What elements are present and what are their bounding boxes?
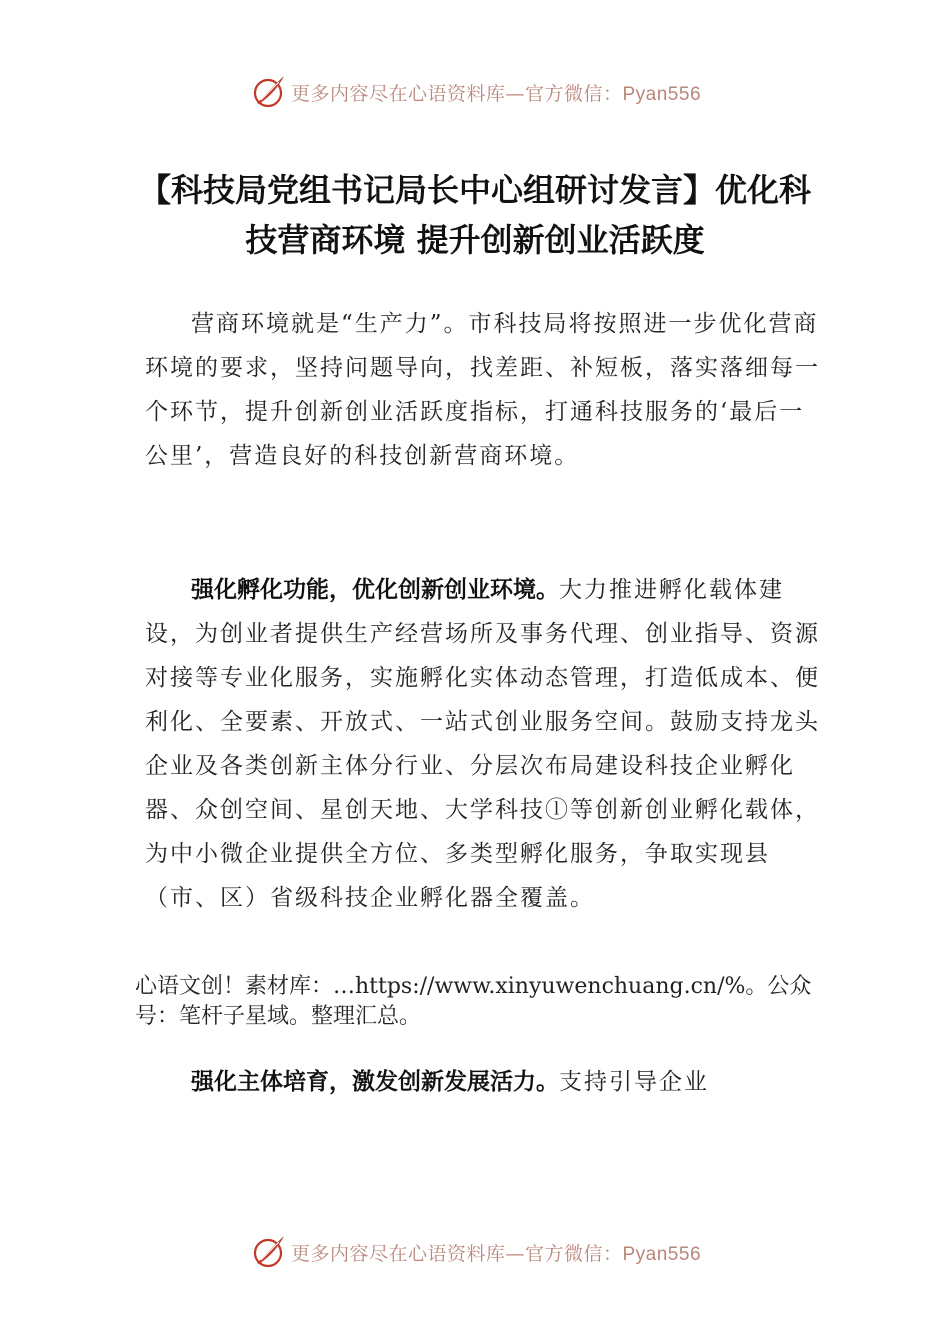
paragraph-lead: 强化孵化功能，优化创新创业环境。 (191, 577, 559, 603)
quill-logo-icon (249, 72, 289, 112)
paragraph-body: 营商环境就是“生产力”。市科技局将按照进一步优化营商环境的要求，坚持问题导向，找差距、补短板，落实落细每一个环节，提升创新创业活跃度指标，打通科技服务的‘最后一公里’，营造良好的科技创新营商环境。 (145, 311, 820, 469)
paragraph-cultivation (145, 1060, 825, 1104)
footer-banner (0, 1230, 950, 1274)
paragraph-lead: 强化主体培育，激发创新发展活力。 (191, 1069, 559, 1095)
quill-logo-icon (249, 1232, 289, 1272)
footer-banner-text: 更多内容尽在心语资料库—官方微信：Pyan556 (290, 1242, 702, 1265)
header-banner (0, 70, 950, 114)
paragraph-intro (145, 302, 825, 478)
paragraph-incubation (145, 568, 825, 920)
paragraph-body: 大力推进孵化载体建设，为创业者提供生产经营场所及事务代理、创业指导、资源对接等专业化服务，实施孵化实体动态管理，打造低成本、便利化、全要素、开放式、一站式创业服务空间。鼓励支持龙头企业及各类创新主体分行业、分层次布局建设科技企业孵化器、众创空间、星创天地、大学科技ⓛ等创新创业孵化载体，为中小微企业提供全方位、多类型孵化服务，争取实现县（市、区）省级科技企业孵化器全覆盖。 (145, 577, 820, 911)
header-banner-text: 更多内容尽在心语资料库—官方微信：Pyan556 (290, 82, 702, 105)
source-note: 心语文创！素材库：…https://www.xinyuwenchuang.cn/%。公众号：笔杆子星域。整理汇总。 (135, 974, 812, 1029)
document-title: 【科技局党组书记局长中心组研讨发言】优化科技营商环境 提升创新创业活跃度 (138, 171, 811, 259)
paragraph-body: 支持引导企业 (559, 1069, 709, 1095)
